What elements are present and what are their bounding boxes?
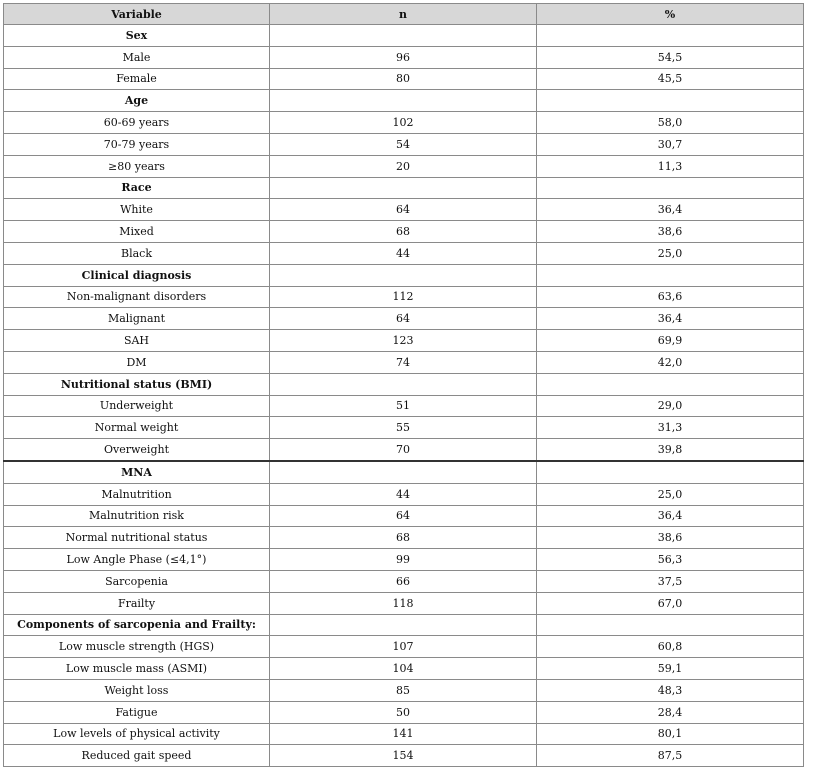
table-container [3,3,804,767]
row-n-cell: 44 [270,483,537,505]
row-label-cell: Race [4,177,270,199]
section-row [4,90,804,112]
row-label-cell: Low muscle mass (ASMI) [4,658,270,680]
row-label-cell: Components of sarcopenia and Frailty: [4,614,270,636]
row-percent-cell: 58,0 [537,112,804,134]
row-label-cell: Reduced gait speed [4,745,270,767]
row-n-cell: 50 [270,701,537,723]
row-label-cell: Normal nutritional status [4,527,270,549]
header-variable: Variable [4,4,270,25]
header-percent: % [537,4,804,25]
row-n-cell: 104 [270,658,537,680]
table-row [4,199,804,221]
row-percent-cell: 25,0 [537,483,804,505]
row-percent-cell: 38,6 [537,527,804,549]
row-percent-cell: 56,3 [537,549,804,571]
row-label-cell: Low Angle Phase (≤4,1°) [4,549,270,571]
characteristics-table [3,3,804,767]
row-n-cell: 70 [270,439,537,461]
table-row [4,395,804,417]
row-percent-cell: 28,4 [537,701,804,723]
table-row [4,439,804,461]
table-row [4,527,804,549]
row-n-cell [270,373,537,395]
row-label-cell: Fatigue [4,701,270,723]
row-label-cell: Weight loss [4,679,270,701]
row-percent-cell [537,461,804,483]
row-percent-cell [537,264,804,286]
row-percent-cell [537,177,804,199]
row-label-cell: Sarcopenia [4,570,270,592]
section-row [4,264,804,286]
row-label-cell: Age [4,90,270,112]
row-label-cell: SAH [4,330,270,352]
row-percent-cell: 54,5 [537,46,804,68]
row-label-cell: Low muscle strength (HGS) [4,636,270,658]
row-label-cell: Underweight [4,395,270,417]
row-percent-cell: 87,5 [537,745,804,767]
row-percent-cell: 30,7 [537,133,804,155]
row-percent-cell: 29,0 [537,395,804,417]
row-percent-cell [537,25,804,47]
table-header [4,4,804,25]
row-label-cell: MNA [4,461,270,483]
section-row [4,177,804,199]
row-n-cell: 85 [270,679,537,701]
row-label-cell: Malignant [4,308,270,330]
row-label-cell: Normal weight [4,417,270,439]
row-label-cell: Nutritional status (BMI) [4,373,270,395]
row-n-cell: 64 [270,505,537,527]
table-row [4,679,804,701]
table-row [4,592,804,614]
row-label-cell: White [4,199,270,221]
table-row [4,221,804,243]
row-label-cell: Clinical diagnosis [4,264,270,286]
row-n-cell: 102 [270,112,537,134]
row-n-cell: 154 [270,745,537,767]
row-n-cell: 118 [270,592,537,614]
row-label-cell: Low levels of physical activity [4,723,270,745]
row-n-cell: 64 [270,308,537,330]
section-row [4,614,804,636]
row-n-cell: 68 [270,221,537,243]
row-n-cell [270,264,537,286]
row-percent-cell: 36,4 [537,199,804,221]
row-label-cell: 60-69 years [4,112,270,134]
table-row [4,112,804,134]
row-percent-cell: 60,8 [537,636,804,658]
row-label-cell: Malnutrition risk [4,505,270,527]
row-n-cell: 44 [270,242,537,264]
row-percent-cell: 11,3 [537,155,804,177]
row-percent-cell [537,90,804,112]
section-row [4,461,804,483]
row-n-cell: 123 [270,330,537,352]
row-label-cell: 70-79 years [4,133,270,155]
row-percent-cell: 36,4 [537,308,804,330]
row-n-cell: 55 [270,417,537,439]
row-percent-cell: 80,1 [537,723,804,745]
row-label-cell: Non-malignant disorders [4,286,270,308]
table-row [4,483,804,505]
row-percent-cell: 36,4 [537,505,804,527]
row-label-cell: DM [4,351,270,373]
table-row [4,351,804,373]
table-row [4,330,804,352]
table-row [4,745,804,767]
row-n-cell: 54 [270,133,537,155]
row-n-cell: 96 [270,46,537,68]
row-n-cell: 112 [270,286,537,308]
row-n-cell: 68 [270,527,537,549]
row-n-cell: 64 [270,199,537,221]
table-row [4,308,804,330]
row-label-cell: Mixed [4,221,270,243]
row-n-cell [270,25,537,47]
row-percent-cell [537,614,804,636]
table-body [4,25,804,767]
table-row [4,505,804,527]
row-percent-cell: 31,3 [537,417,804,439]
table-row [4,723,804,745]
row-n-cell [270,461,537,483]
table-row [4,242,804,264]
row-percent-cell: 42,0 [537,351,804,373]
row-percent-cell: 25,0 [537,242,804,264]
row-n-cell: 99 [270,549,537,571]
row-percent-cell: 39,8 [537,439,804,461]
header-row [4,4,804,25]
row-n-cell [270,177,537,199]
table-row [4,417,804,439]
table-row [4,286,804,308]
row-label-cell: Female [4,68,270,90]
row-label-cell: Male [4,46,270,68]
row-percent-cell: 59,1 [537,658,804,680]
row-percent-cell [537,373,804,395]
table-row [4,68,804,90]
table-row [4,701,804,723]
row-percent-cell: 67,0 [537,592,804,614]
row-percent-cell: 38,6 [537,221,804,243]
row-n-cell: 80 [270,68,537,90]
row-percent-cell: 69,9 [537,330,804,352]
table-row [4,658,804,680]
row-n-cell: 51 [270,395,537,417]
table-row [4,570,804,592]
row-percent-cell: 45,5 [537,68,804,90]
section-row [4,25,804,47]
row-label-cell: ≥80 years [4,155,270,177]
row-n-cell: 66 [270,570,537,592]
table-row [4,549,804,571]
header-n: n [270,4,537,25]
row-n-cell [270,614,537,636]
row-label-cell: Malnutrition [4,483,270,505]
table-row [4,155,804,177]
row-n-cell: 141 [270,723,537,745]
row-n-cell: 20 [270,155,537,177]
table-row [4,46,804,68]
row-label-cell: Frailty [4,592,270,614]
row-n-cell: 74 [270,351,537,373]
table-row [4,636,804,658]
row-n-cell [270,90,537,112]
row-label-cell: Overweight [4,439,270,461]
row-percent-cell: 48,3 [537,679,804,701]
section-row [4,373,804,395]
table-row [4,133,804,155]
row-percent-cell: 63,6 [537,286,804,308]
row-label-cell: Sex [4,25,270,47]
row-label-cell: Black [4,242,270,264]
row-n-cell: 107 [270,636,537,658]
row-percent-cell: 37,5 [537,570,804,592]
